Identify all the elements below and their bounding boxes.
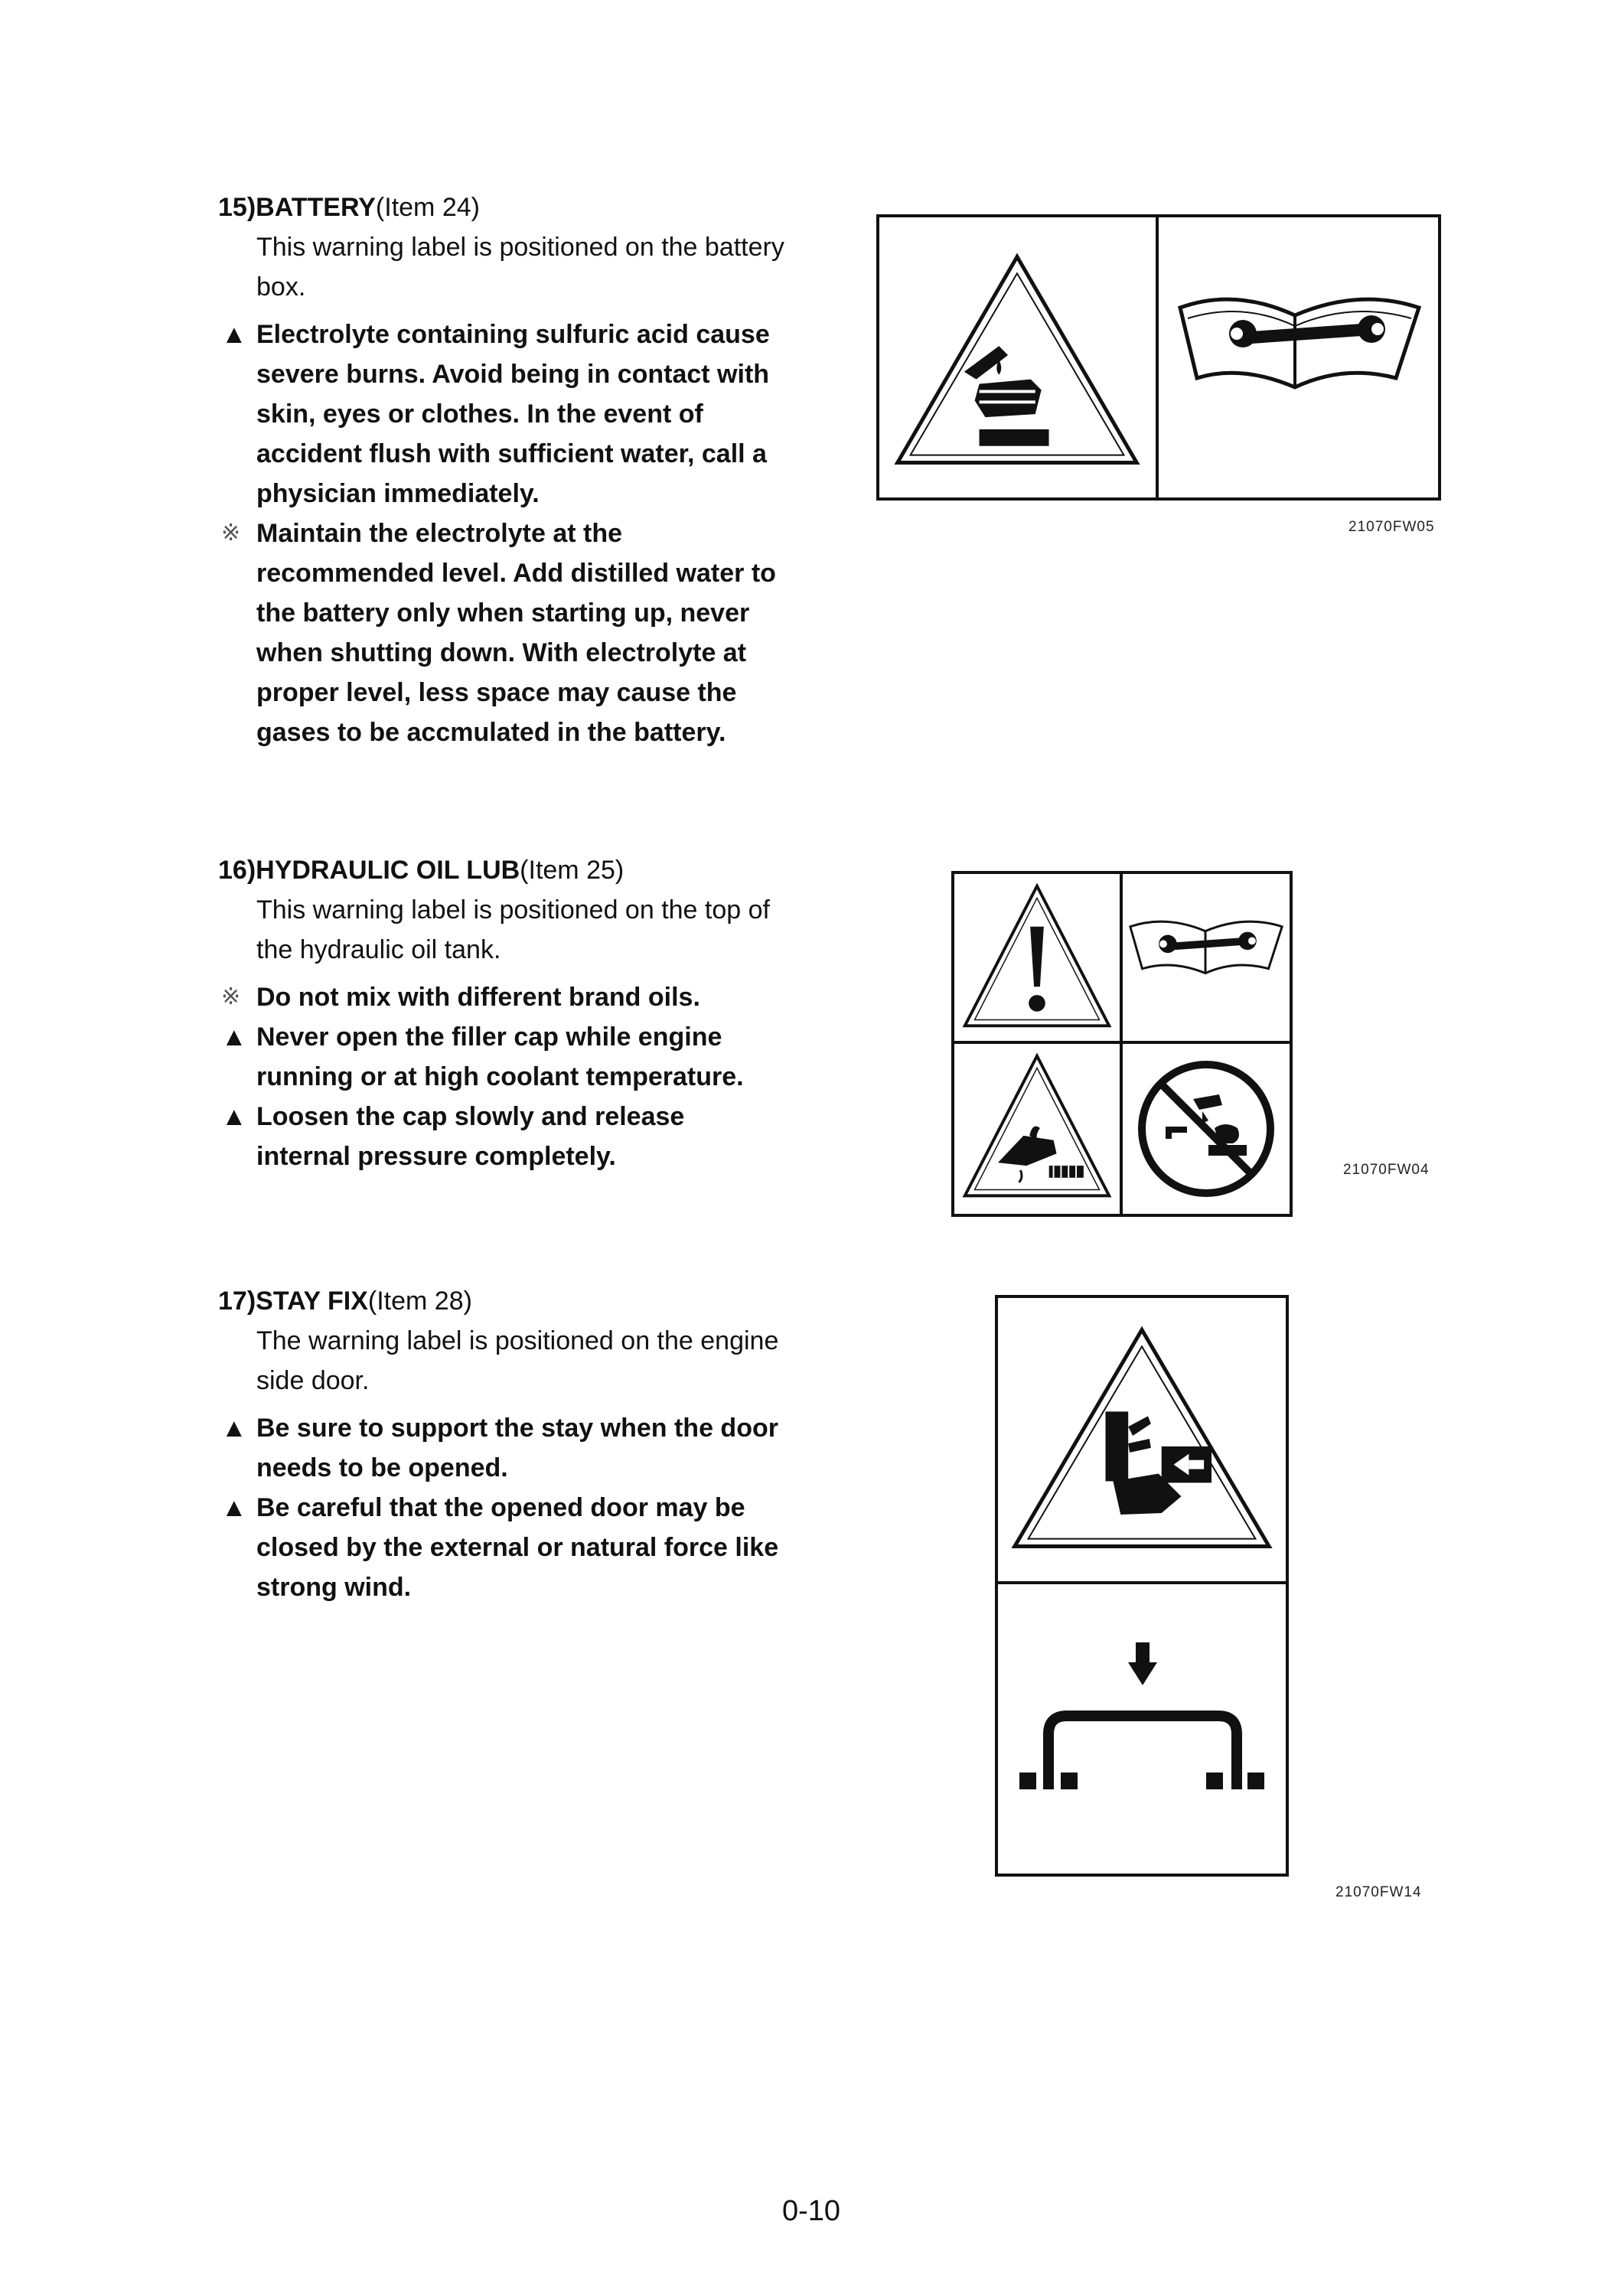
figure-code: 21070FW05 — [1348, 519, 1435, 535]
read-manual-cell — [1123, 874, 1290, 1044]
section-battery — [218, 188, 784, 752]
warning-note — [218, 315, 784, 514]
read-manual-book-icon — [1159, 217, 1438, 497]
note-text: Electrolyte containing sulfuric acid cause severe burns. Avoid being in contact with skin, eyes or clothes. In the event of accident flush with sufficient water, call a physician immediately. — [256, 320, 770, 508]
section-hydraulic-oil — [218, 850, 784, 1176]
hydraulic-oil-warning-label-figure — [951, 871, 1293, 1217]
item-reference: (Item 25) — [520, 856, 624, 885]
read-manual-book-icon — [1123, 874, 1290, 1041]
section-title: BATTERY — [256, 193, 376, 222]
acid-burn-warning-cell — [879, 217, 1159, 497]
warning-note — [218, 1017, 784, 1097]
support-stay-cell — [998, 1584, 1286, 1874]
label-position-text: This warning label is positioned on the top of the hydraulic oil tank. — [256, 895, 770, 964]
note-text: Never open the filler cap while engine running or at high coolant temperature. — [256, 1022, 744, 1091]
general-caution-cell — [954, 874, 1123, 1044]
label-position-text: The warning label is positioned on the engine side door. — [256, 1326, 779, 1395]
section-number: 16) — [218, 856, 256, 885]
page-number: 0-10 — [781, 2195, 841, 2227]
label-position-text: This warning label is positioned on the battery box. — [256, 233, 784, 302]
reference-mark-icon: ※ — [221, 520, 241, 546]
warning-note — [218, 1097, 784, 1176]
warning-icon: ▲ — [221, 320, 247, 349]
section-stay-fix — [218, 1281, 784, 1607]
section-title: HYDRAULIC OIL LUB — [256, 856, 520, 885]
item-reference: (Item 24) — [375, 193, 480, 222]
figure-code: 21070FW04 — [1343, 1162, 1430, 1178]
corrosive-acid-hazard-icon — [879, 217, 1156, 497]
note-text: Be sure to support the stay when the door needs to be opened. — [256, 1414, 778, 1482]
warning-icon: ▲ — [221, 1414, 247, 1443]
reference-mark-icon: ※ — [221, 984, 241, 1009]
crush-hazard-cell — [998, 1298, 1286, 1584]
section-heading — [218, 1281, 784, 1321]
figure-code: 21070FW14 — [1335, 1884, 1422, 1900]
note-text: Maintain the electrolyte at the recommended level. Add distilled water to the battery only when starting up, never when shutting down. With electrolyte at proper level, less space may cause the gases to be accmulated in the battery. — [256, 519, 776, 747]
section-heading — [218, 188, 784, 227]
stay-bar-support-icon — [998, 1584, 1286, 1874]
battery-warning-label-figure — [876, 214, 1441, 501]
hot-fluid-burn-warning-cell — [954, 1044, 1123, 1214]
warning-icon: ▲ — [221, 1493, 247, 1522]
section-title: STAY FIX — [256, 1287, 368, 1316]
do-not-open-cap-cell — [1123, 1044, 1290, 1214]
reference-note — [218, 977, 784, 1017]
reference-note — [218, 514, 784, 752]
note-text: Be careful that the opened door may be closed by the external or natural force like strong wind. — [256, 1493, 779, 1602]
warning-icon: ▲ — [221, 1022, 247, 1052]
read-manual-cell — [1159, 217, 1438, 497]
section-number: 15) — [218, 193, 256, 222]
hot-fluid-hazard-icon — [954, 1044, 1120, 1214]
prohibited-open-cap-icon — [1123, 1044, 1290, 1214]
section-heading — [218, 850, 784, 890]
hand-crush-hazard-icon — [998, 1298, 1286, 1581]
warning-note — [218, 1408, 784, 1488]
note-text: Loosen the cap slowly and release internal pressure completely. — [256, 1102, 685, 1171]
warning-note — [218, 1488, 784, 1607]
item-reference: (Item 28) — [367, 1287, 472, 1316]
warning-icon: ▲ — [221, 1102, 247, 1131]
section-number: 17) — [218, 1287, 256, 1316]
stay-fix-warning-label-figure — [995, 1295, 1289, 1877]
note-text: Do not mix with different brand oils. — [256, 983, 700, 1012]
exclamation-caution-icon — [954, 874, 1120, 1041]
